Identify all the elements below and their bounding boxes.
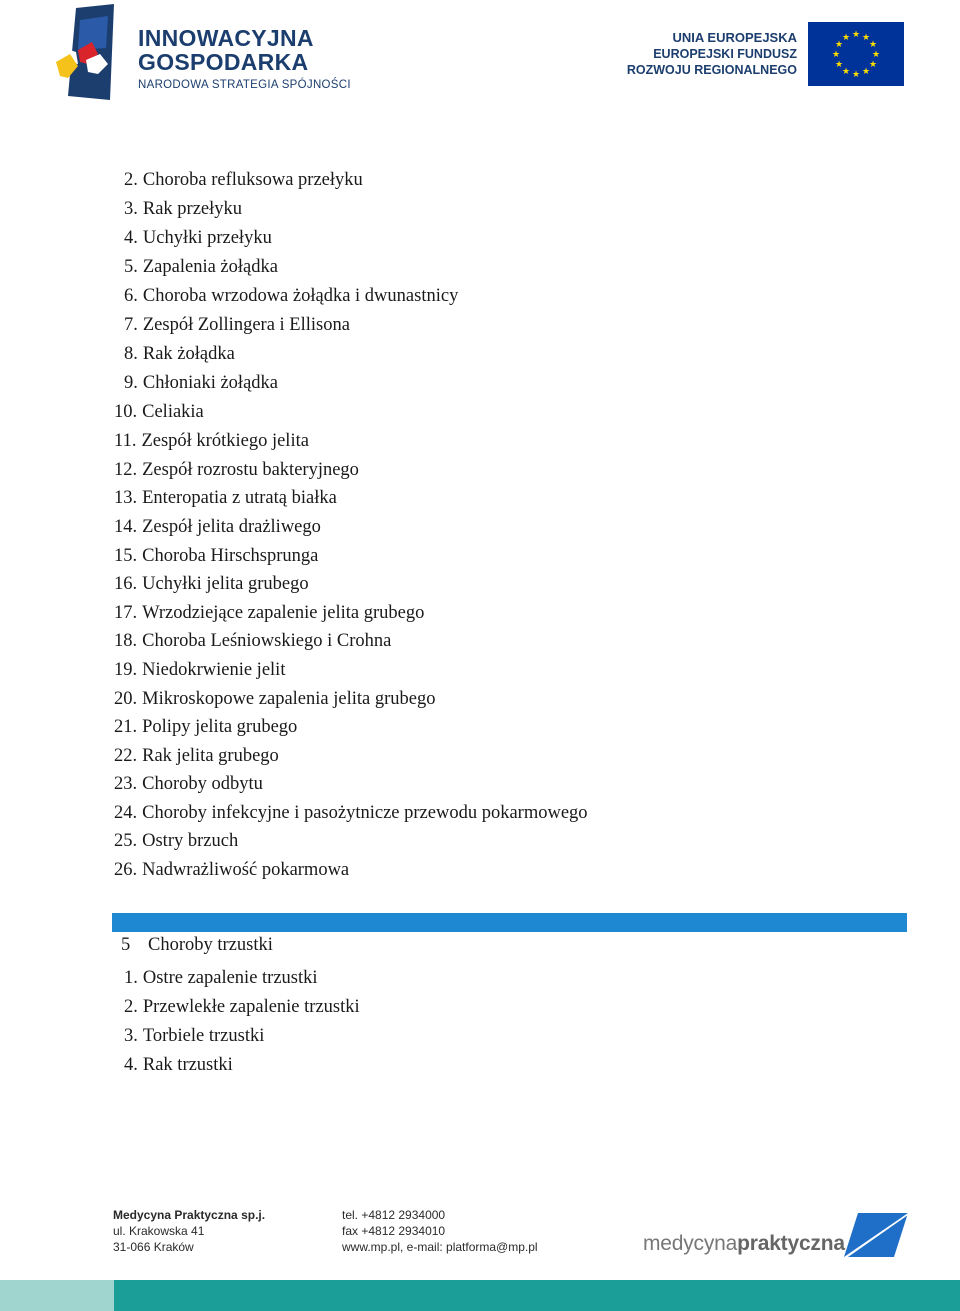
section-heading [121, 934, 273, 956]
svg-text:★: ★ [831, 50, 841, 60]
contact-fax: fax +4812 2934010 [342, 1224, 446, 1238]
svg-text:★: ★ [868, 40, 878, 50]
svg-text:★: ★ [868, 60, 878, 70]
brand-bold: praktyczna [737, 1232, 845, 1255]
footer-bar [0, 1280, 960, 1311]
svg-text:★: ★ [834, 40, 844, 50]
eu-line2: EUROPEJSKI FUNDUSZ [653, 47, 797, 61]
logo-subtitle: NARODOWA STRATEGIA SPÓJNOŚCI [138, 79, 351, 91]
list-item: 7. Zespół Zollingera i Ellisona [124, 315, 350, 335]
list-item: 16. Uchyłki jelita grubego [114, 574, 309, 594]
svg-text:★: ★ [851, 30, 861, 40]
innowacyjna-gospodarka-logo-icon [56, 4, 118, 100]
list-item: 17. Wrzodziejące zapalenie jelita grubego [114, 603, 425, 623]
contact-web: www.mp.pl, e-mail: platforma@mp.pl [342, 1240, 538, 1254]
list-item: 15. Choroba Hirschsprunga [114, 546, 319, 566]
list-item: 5. Zapalenia żołądka [124, 257, 278, 277]
logo-title-line2: GOSPODARKA [138, 49, 309, 75]
section-list-item: 3. Torbiele trzustki [124, 1026, 265, 1046]
list-item: 21. Polipy jelita grubego [114, 717, 298, 737]
logo-title-line1: INNOWACYJNA [138, 25, 314, 51]
section-list-item: 1. Ostre zapalenie trzustki [124, 968, 318, 988]
section-title: Choroby trzustki [148, 935, 273, 955]
list-item: 22. Rak jelita grubego [114, 746, 279, 766]
svg-text:★: ★ [871, 50, 881, 60]
page-header [0, 0, 960, 110]
svg-text:★: ★ [841, 33, 851, 43]
list-item: 8. Rak żołądka [124, 344, 235, 364]
section-divider-bar [112, 913, 907, 932]
section-list-item: 2. Przewlekłe zapalenie trzustki [124, 997, 360, 1017]
list-item: 4. Uchyłki przełyku [124, 228, 272, 248]
contact-tel: tel. +4812 2934000 [342, 1208, 446, 1222]
list-item: 19. Niedokrwienie jelit [114, 660, 286, 680]
list-item: 25. Ostry brzuch [114, 831, 239, 851]
eu-funding-text [627, 30, 797, 78]
section-list-item: 4. Rak trzustki [124, 1055, 233, 1075]
footer-contact [342, 1207, 538, 1255]
svg-text:★: ★ [861, 67, 871, 77]
list-item: 18. Choroba Leśniowskiego i Crohna [114, 631, 392, 651]
list-item: 10. Celiakia [114, 402, 204, 422]
section-number: 5 [121, 935, 131, 955]
footer-address [113, 1207, 265, 1255]
footer-bar-accent [0, 1280, 114, 1311]
list-item: 23. Choroby odbytu [114, 774, 263, 794]
svg-text:★: ★ [861, 33, 871, 43]
svg-text:★: ★ [851, 70, 861, 80]
eu-line1: UNIA EUROPEJSKA [672, 30, 797, 45]
company-city: 31-066 Kraków [113, 1240, 194, 1254]
list-item: 13. Enteropatia z utratą białka [114, 488, 337, 508]
list-item: 3. Rak przełyku [124, 199, 243, 219]
company-name: Medycyna Praktyczna sp.j. [113, 1208, 266, 1222]
svg-text:★: ★ [834, 60, 844, 70]
list-item: 14. Zespół jelita drażliwego [114, 517, 321, 537]
company-street: ul. Krakowska 41 [113, 1224, 205, 1238]
svg-text:★: ★ [841, 67, 851, 77]
brand-light: medycyna [643, 1232, 738, 1255]
list-item: 11. Zespół krótkiego jelita [114, 431, 309, 451]
medycyna-praktyczna-logo-text [643, 1232, 845, 1256]
eu-flag-icon [808, 22, 904, 86]
innowacyjna-gospodarka-text [138, 26, 351, 93]
list-item: 2. Choroba refluksowa przełyku [124, 170, 363, 190]
list-item: 6. Choroba wrzodowa żołądka i dwunastnicy [124, 286, 459, 306]
eu-line3: ROZWOJU REGIONALNEGO [626, 63, 797, 77]
list-item: 12. Zespół rozrostu bakteryjnego [114, 460, 359, 480]
list-item: 9. Chłoniaki żołądka [124, 373, 278, 393]
list-item: 24. Choroby infekcyjne i pasożytnicze przewodu pokarmowego [114, 803, 588, 823]
list-item: 26. Nadwrażliwość pokarmowa [114, 860, 350, 880]
list-item: 20. Mikroskopowe zapalenia jelita grubego [114, 689, 436, 709]
medycyna-praktyczna-mark-icon [844, 1213, 908, 1257]
